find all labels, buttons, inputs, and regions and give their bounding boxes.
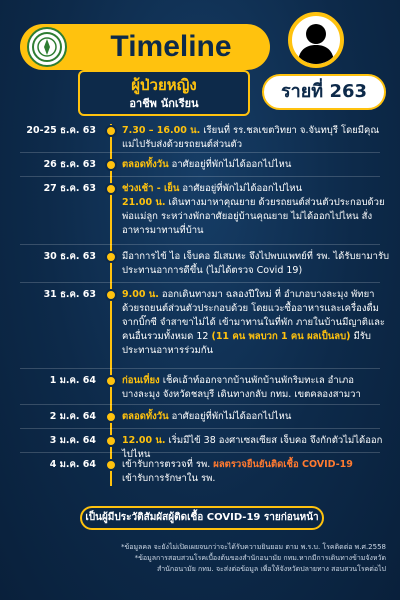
- divider: [20, 404, 380, 405]
- entry-date: 2 ม.ค. 64: [49, 411, 96, 422]
- entry-description: [122, 124, 390, 152]
- entry-date: 3 ม.ค. 64: [49, 435, 96, 446]
- patient-info-box: [78, 70, 250, 116]
- timeline-axis: [110, 124, 112, 486]
- divider: [20, 368, 380, 369]
- entry-time: 7.30 – 16.00 น.: [122, 125, 201, 136]
- entry-time: ตลอดทั้งวัน: [122, 159, 169, 170]
- entry-description: [122, 182, 390, 238]
- occupation-label: อาชีพ นักเรียน: [129, 97, 199, 110]
- timeline-dot: [105, 159, 117, 171]
- entry-text: เช็คเอ้าท์ออกจากบ้านพักบ้านพักริมทะเล อำเภอบางละมุง จังหวัดชลบุรี เดินทางกลับ กทม. เขตคลองสามวา: [122, 375, 361, 400]
- entry-text: อาศัยอยู่ที่พักไม่ได้ออกไปไหน: [168, 159, 292, 170]
- entry-date: 27 ธ.ค. 63: [43, 183, 96, 194]
- entry-text: เข้ารับการตรวจที่ รพ.: [122, 459, 214, 470]
- entry-description: [122, 158, 390, 172]
- entry-description: [122, 288, 390, 358]
- divider: [20, 452, 380, 453]
- entry-result-highlight: ผลตรวจยืนยันติดเชื้อ COVID-19: [213, 459, 353, 470]
- person-silhouette-icon: [288, 12, 344, 68]
- divider: [20, 244, 380, 245]
- timeline-dot: [105, 459, 117, 471]
- divider: [20, 152, 380, 153]
- divider: [20, 176, 380, 177]
- contact-history-note: เป็นผู้มีประวัติสัมผัสผู้ติดเชื้อ COVID-19 รายก่อนหน้า: [80, 506, 324, 530]
- entry-date: 1 ม.ค. 64: [49, 375, 96, 386]
- entry-description: [122, 458, 390, 486]
- timeline-dot: [105, 411, 117, 423]
- entry-description: [122, 410, 390, 424]
- entry-text: มีอาการไข้ ไอ เจ็บคอ มีเสมหะ จึงไปพบแพทย์ที่ รพ. ได้รับยามารับประทานอาการดีขึ้น (ไม่ได้ตรวจ Covid 19): [122, 251, 390, 276]
- case-number-badge: รายที่ 263: [262, 74, 386, 110]
- footer-line: *ข้อมูลการสอบสวนโรคเบื้องต้นของสำนักอนามัย กทม.หากมีการเดินทางข้ามจังหวัด: [134, 554, 386, 562]
- entry-description: [122, 374, 390, 402]
- page-title: Timeline: [110, 30, 232, 63]
- divider: [20, 282, 380, 283]
- entry-text-2: เข้ารับการรักษาใน รพ.: [122, 473, 216, 484]
- timeline-dot: [105, 251, 117, 263]
- entry-time: 9.00 น.: [122, 289, 159, 300]
- timeline-dot: [105, 125, 117, 137]
- entry-text: เรียนที่ รร.ชลเขตวิทยา จ.จันทบุรี โดยมีคุณแม่ไปรับส่งด้วยรถยนต์ส่วนตัว: [122, 125, 380, 150]
- patient-label: ผู้ป่วยหญิง: [131, 76, 197, 94]
- header: [0, 0, 400, 120]
- footer-line: สำนักอนามัย กทม. จะส่งต่อข้อมูล เพื่อให้จังหวัดปลายทาง สอบสวนโรคต่อไป: [156, 565, 386, 573]
- entry-time: ตลอดทั้งวัน: [122, 411, 169, 422]
- entry-text: อาศัยอยู่ที่พักไม่ได้ออกไปไหน: [179, 183, 303, 194]
- entry-time: ช่วงเช้า - เย็น: [122, 183, 180, 194]
- entry-date: 4 ม.ค. 64: [49, 459, 96, 470]
- entry-text-2: มีรับประทานอาหารร่วมกัน: [122, 331, 371, 356]
- entry-count-highlight: (11 คน พลบวก 1 คน ผลเป็นลบ): [211, 331, 351, 342]
- entry-date: 20-25 ธ.ค. 63: [26, 125, 96, 136]
- entry-text-2: เดินทางมาหาคุณยาย ด้วยรถยนต์ส่วนตัวประกอบด้วย พ่อแม่ลูก ระหว่างพักอาศัยอยู่บ้านคุณยาย ไม่ได้ออกไปไหน สั่งอาหารมาทานที่บ้าน: [122, 197, 385, 236]
- entry-time: 12.00 น.: [122, 435, 166, 446]
- timeline-dot: [105, 289, 117, 301]
- entry-text: อาศัยอยู่ที่พักไม่ได้ออกไปไหน: [168, 411, 292, 422]
- divider: [20, 428, 380, 429]
- entry-text: เริ่มมีไข้ 38 องศาเซลเซียส เจ็บคอ จึงกักตัวไม่ได้ออกไปไหน: [122, 435, 383, 460]
- entry-date: 31 ธ.ค. 63: [43, 289, 96, 300]
- timeline-dot: [105, 183, 117, 195]
- footer-line: *ข้อมูลคล จะยังไม่เปิดเผยจนกว่าจะได้รับความยินยอม ตาม พ.ร.บ. โรคติดต่อ พ.ศ.2558: [120, 543, 386, 551]
- timeline-dot: [105, 375, 117, 387]
- entry-date: 26 ธ.ค. 63: [43, 159, 96, 170]
- entry-time: ก่อนเที่ยง: [122, 375, 160, 386]
- entry-text: ออกเดินทางมา ฉลองปีใหม่ ที่ อำเภอบางละมุง พัทยา ด้วยรถยนต์ส่วนตัวประกอบด้วย โดยแวะซื้ออาหารและเครื่องดื่ม จากบิ๊กซี จำสาขาไม่ได้ เข้ามาทานในที่พัก ภายในบ้านมีญาติและ คนอื่นรวมทั้งหมด 12: [122, 289, 386, 342]
- timeline-dot: [105, 435, 117, 447]
- entry-time-2: 21.00 น.: [122, 197, 166, 208]
- footer-disclaimer: [14, 542, 386, 575]
- bma-seal-icon: [27, 27, 67, 67]
- entry-date: 30 ธ.ค. 63: [43, 251, 96, 262]
